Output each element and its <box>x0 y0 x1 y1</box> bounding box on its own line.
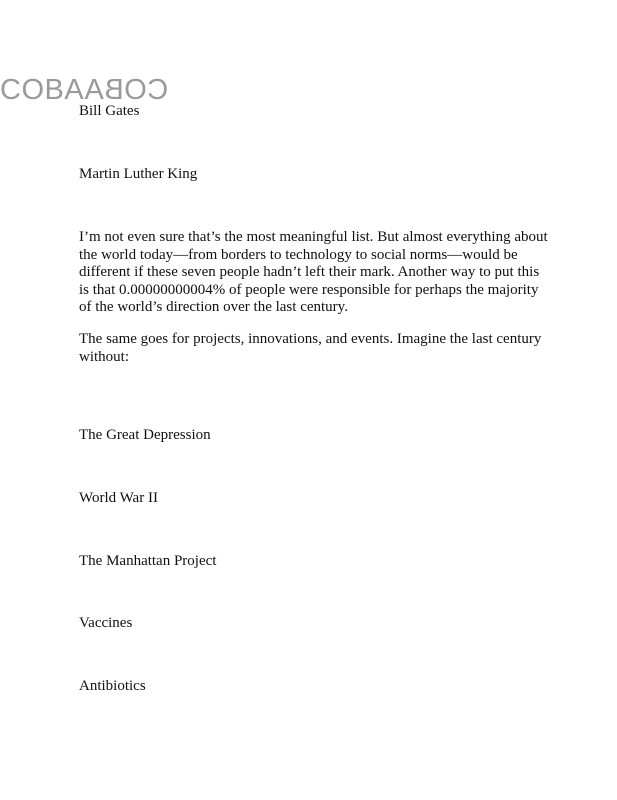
name-martin-luther-king: Martin Luther King <box>79 166 198 182</box>
name-bill-gates: Bill Gates <box>79 103 140 119</box>
event-vaccines: Vaccines <box>79 615 133 631</box>
event-antibiotics: Antibiotics <box>79 678 146 694</box>
watermark-text-normal: COBA <box>0 74 85 106</box>
event-world-war-ii: World War II <box>79 490 158 506</box>
paragraph-projects-innovations: The same goes for projects, innovations, and events. Imagine the last century without: <box>79 331 542 365</box>
event-manhattan-project: The Manhattan Project <box>79 553 217 569</box>
watermark-text-mirrored: COBA <box>84 74 169 106</box>
event-great-depression: The Great Depression <box>79 427 211 443</box>
coba-watermark <box>0 74 168 106</box>
paragraph-meaningful-list: I’m not even sure that’s the most meaningful list. But almost everything about the world today—from borders to technology to social norms—would be different if these seven people hadn’t left their mark. Another way to put this is that 0.00000000004% of people were responsible for perhaps the majority of the world’s direction over the last century. <box>79 229 548 315</box>
